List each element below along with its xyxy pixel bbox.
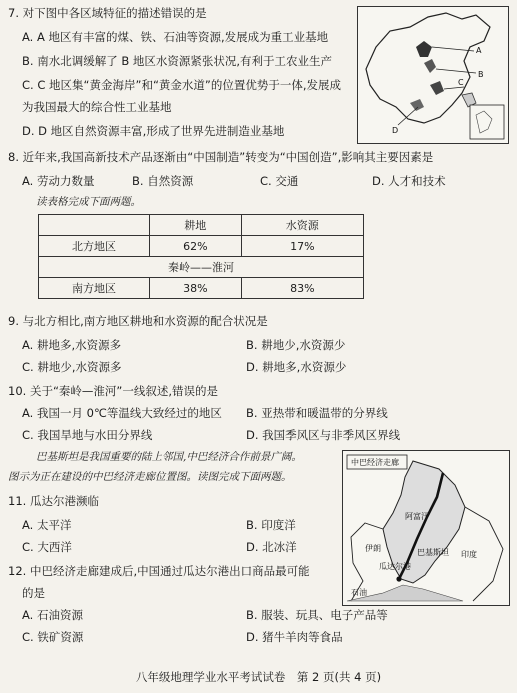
arable-water-table (38, 214, 364, 299)
page-footer: 八年级地理学业水平考试试卷 第 2 页(共 4 页) (135, 670, 382, 684)
q11-option-b: B. 印度洋 (246, 518, 296, 532)
map-label-a: A (476, 46, 482, 55)
q7-option-d: D. D 地区自然资源丰富,形成了世界先进制造业基地 (22, 124, 285, 138)
table-cell-south-name: 南方地区 (39, 278, 150, 299)
q9-option-a: A. 耕地多,水资源多 (22, 338, 122, 352)
q8-option-b: B. 自然资源 (132, 174, 194, 188)
q11-stem: 11. 瓜达尔港濒临 (8, 494, 99, 508)
q12-option-d: D. 猪牛羊肉等食品 (246, 630, 343, 644)
table-header-blank (39, 215, 150, 236)
map2-label-pakistan: 巴基斯坦 (417, 548, 449, 557)
map-label-c: C (458, 78, 464, 87)
intro2-line1: 巴基斯坦是我国重要的陆上邻国,中巴经济合作前景广阔。 (36, 451, 302, 463)
q8-option-c: C. 交通 (260, 174, 299, 188)
q7-option-a: A. A 地区有丰富的煤、铁、石油等资源,发展成为重工业基地 (22, 30, 329, 44)
china-pakistan-corridor-map (342, 450, 510, 606)
q11-option-d: D. 北冰洋 (246, 540, 297, 554)
table-header-water: 水资源 (241, 215, 363, 236)
map2-title: 中巴经济走廊 (351, 458, 399, 467)
corridor-map-drawing (343, 451, 509, 605)
intro2-line2: 图示为正在建设的中巴经济走廊位置图。读图完成下面两题。 (8, 471, 292, 483)
china-map-drawing (358, 7, 508, 143)
q8-option-d: D. 人才和技术 (372, 174, 446, 188)
table-header-arable: 耕地 (150, 215, 242, 236)
q8-option-a: A. 劳动力数量 (22, 174, 95, 188)
q10-stem: 10. 关于“秦岭—淮河”一线叙述,错误的是 (8, 384, 219, 398)
table-cell-north-arable: 62% (150, 236, 242, 257)
q9-option-b: B. 耕地少,水资源少 (246, 338, 346, 352)
table-intro: 读表格完成下面两题。 (36, 196, 141, 208)
q10-option-c: C. 我国旱地与水田分界线 (22, 428, 153, 442)
q7-option-b: B. 南水北调缓解了 B 地区水资源紧张状况,有利于工农业生产 (22, 54, 333, 68)
q10-option-a: A. 我国一月 0℃等温线大致经过的地区 (22, 406, 222, 420)
table-header-row (39, 215, 364, 236)
q9-option-c: C. 耕地少,水资源多 (22, 360, 122, 374)
q10-option-b: B. 亚热带和暖温带的分界线 (246, 406, 388, 420)
q7-option-c-line1: C. C 地区集“黄金海岸”和“黄金水道”的位置优势于一体,发展成 (22, 78, 342, 92)
map2-label-oil: 石油 (351, 588, 367, 597)
q7-option-c-line2: 为我国最大的综合性工业基地 (22, 100, 172, 114)
q11-option-a: A. 太平洋 (22, 518, 72, 532)
q12-stem-line2: 的是 (22, 586, 45, 600)
map2-label-afghanistan: 阿富汗 (405, 512, 429, 521)
map-label-b: B (478, 70, 484, 79)
q8-stem: 8. 近年来,我国高新技术产品逐渐由“中国制造”转变为“中国创造”,影响其主要因素是 (8, 150, 434, 164)
q12-stem-line1: 12. 中巴经济走廊建成后,中国通过瓜达尔港出口商品最可能 (8, 564, 310, 578)
table-row-north (39, 236, 364, 257)
map-label-d: D (392, 126, 399, 135)
table-cell-divider: 秦岭——淮河 (39, 257, 364, 278)
map2-label-india: 印度 (461, 550, 477, 559)
table-cell-north-water: 17% (241, 236, 363, 257)
q12-option-c: C. 铁矿资源 (22, 630, 84, 644)
q7-stem: 7. 对下图中各区域特征的描述错误的是 (8, 6, 207, 20)
map2-label-gwadar: 瓜达尔港 (379, 562, 411, 571)
table-cell-south-arable: 38% (150, 278, 242, 299)
q12-option-b: B. 服装、玩具、电子产品等 (246, 608, 388, 622)
table-cell-south-water: 83% (241, 278, 363, 299)
q9-option-d: D. 耕地多,水资源少 (246, 360, 347, 374)
table-row-south (39, 278, 364, 299)
q10-option-d: D. 我国季风区与非季风区界线 (246, 428, 401, 442)
china-region-map (357, 6, 509, 144)
q9-stem: 9. 与北方相比,南方地区耕地和水资源的配合状况是 (8, 314, 268, 328)
map2-label-iran: 伊朗 (365, 544, 381, 553)
q11-option-c: C. 大西洋 (22, 540, 72, 554)
table-row-divider (39, 257, 364, 278)
q12-option-a: A. 石油资源 (22, 608, 83, 622)
table-cell-north-name: 北方地区 (39, 236, 150, 257)
